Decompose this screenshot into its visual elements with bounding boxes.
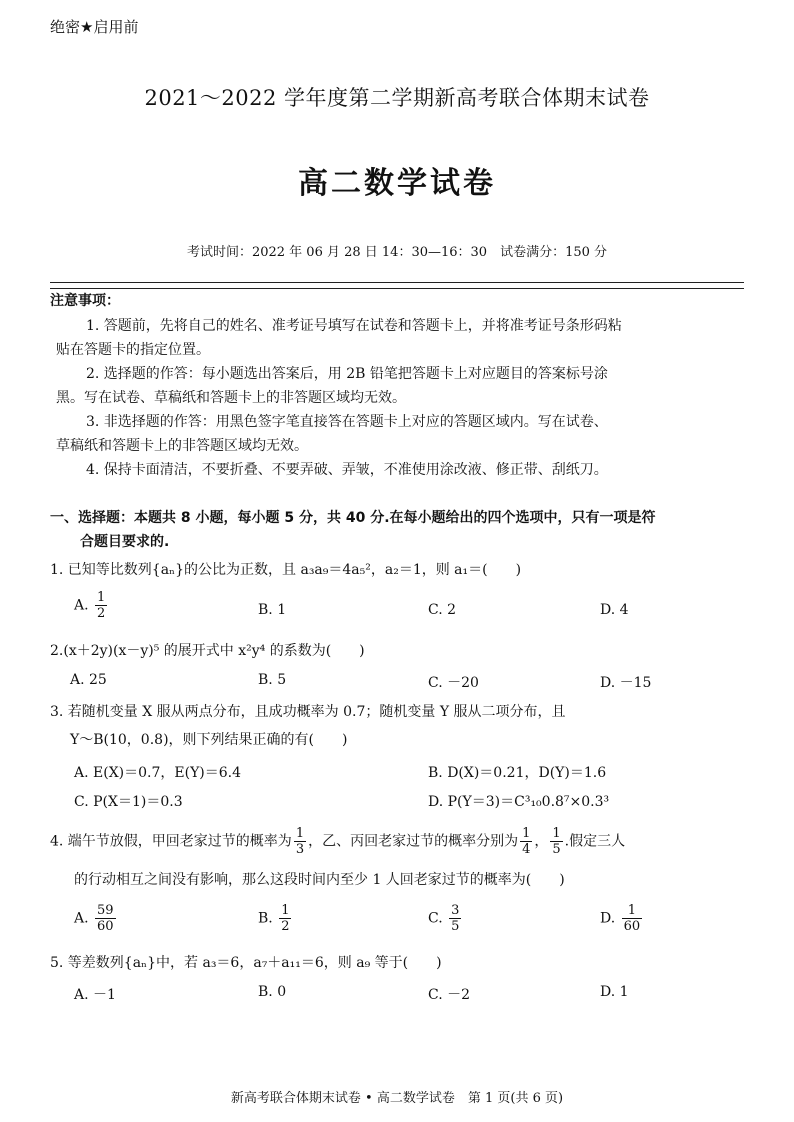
numerator: 1 — [552, 826, 561, 841]
denominator: 2 — [281, 919, 290, 934]
denominator: 60 — [97, 919, 114, 934]
q4-option-c — [428, 903, 463, 934]
notice-line: 黑。写在试卷、草稿纸和答题卡上的非答题区域均无效。 — [56, 390, 406, 406]
numerator: 1 — [295, 826, 305, 841]
q4-text: ，乙、丙回老家过节的概率分别为 — [308, 833, 519, 850]
notice-line: 3. 非选择题的作答：用黑色签字笔直接答在答题卡上对应的答题区域内。写在试卷、 — [86, 414, 608, 430]
denominator: 2 — [97, 606, 106, 621]
fraction — [95, 903, 116, 934]
q3-option-c: C. P(X＝1)＝0.3 — [74, 794, 183, 810]
q1-option-a — [74, 590, 109, 621]
q5-option-a: A. －1 — [74, 987, 116, 1003]
q1-option-b: B. 1 — [258, 602, 287, 618]
notice-line: 2. 选择题的作答：每小题选出答案后，用 2B 铅笔把答题卡上对应题目的答案标号涂 — [86, 366, 608, 382]
fraction — [520, 826, 532, 857]
numerator: 59 — [97, 903, 114, 918]
exam-info: 考试时间：2022 年 06 月 28 日 14：30—16：30 试卷满分：150 分 — [186, 245, 608, 260]
denominator: 5 — [451, 919, 460, 934]
subject-title: 高二数学试卷 — [298, 166, 496, 201]
section-heading: 一、选择题：本题共 8 小题，每小题 5 分，共 40 分.在每小题给出的四个选项中，只有一项是符 — [50, 510, 656, 526]
q4-option-a — [74, 903, 118, 934]
denominator: 5 — [552, 842, 561, 857]
numerator: 1 — [522, 826, 531, 841]
question-3: 3. 若随机变量 X 服从两点分布，且成功概率为 0.7；随机变量 Y 服从二项分布，且 — [50, 704, 566, 720]
notice-line: 4. 保持卡面清洁，不要折叠、不要弄破、弄皱，不准使用涂改液、修正带、刮纸刀。 — [86, 462, 608, 478]
q2-option-a: A. 25 — [70, 672, 107, 688]
numerator: 1 — [281, 903, 290, 918]
q2-option-b: B. 5 — [258, 672, 287, 688]
question-4 — [50, 826, 625, 857]
numerator: 1 — [97, 590, 106, 605]
fraction — [294, 826, 306, 857]
q5-option-c: C. －2 — [428, 987, 471, 1003]
q1-option-c: C. 2 — [428, 602, 457, 618]
q3-option-d: D. P(Y＝3)＝C³₁₀0.8⁷×0.3³ — [428, 794, 610, 810]
q2-option-d: D. －15 — [600, 675, 652, 691]
fraction — [449, 903, 461, 934]
header-divider — [50, 282, 744, 289]
numerator: 1 — [622, 903, 643, 919]
q2-option-c: C. －20 — [428, 675, 479, 691]
fraction — [279, 903, 291, 934]
option-label: A. — [74, 597, 89, 614]
question-3-cont: Y～B(10，0.8)，则下列结果正确的有( ) — [70, 732, 348, 748]
q1-option-d: D. 4 — [600, 602, 629, 618]
fraction — [95, 590, 107, 621]
notice-line: 贴在答题卡的指定位置。 — [56, 342, 210, 358]
page-footer: 新高考联合体期末试卷 • 高二数学试卷 第 1 页(共 6 页) — [230, 1091, 564, 1106]
q3-option-b: B. D(X)＝0.21，D(Y)＝1.6 — [428, 765, 607, 781]
confidential-label: 绝密★启用前 — [50, 18, 139, 36]
question-4-cont: 的行动相互之间没有影响，那么这段时间内至少 1 人回老家过节的概率为( ) — [74, 872, 565, 888]
option-label: B. — [258, 910, 273, 927]
exam-title: 2021～2022 学年度第二学期新高考联合体期末试卷 — [144, 86, 650, 110]
fraction — [550, 826, 562, 857]
option-label: C. — [428, 910, 443, 927]
q4-text: .假定三人 — [564, 833, 626, 850]
q4-option-d — [600, 903, 644, 934]
section-heading-cont: 合题目要求的. — [80, 534, 170, 550]
q4-text: 4. 端午节放假，甲回老家过节的概率为 — [50, 833, 292, 850]
numerator: 3 — [451, 903, 460, 918]
question-1: 1. 已知等比数列{aₙ}的公比为正数，且 a₃a₉＝4a₅²，a₂＝1，则 a₁＝( ) — [50, 562, 522, 578]
denominator: 4 — [522, 842, 531, 857]
question-5: 5. 等差数列{aₙ}中，若 a₃＝6，a₇＋a₁₁＝6，则 a₉ 等于( ) — [50, 955, 442, 971]
question-2: 2.(x＋2y)(x－y)⁵ 的展开式中 x²y⁴ 的系数为( ) — [50, 643, 365, 659]
q5-option-b: B. 0 — [258, 984, 287, 1000]
notice-line: 1. 答题前，先将自己的姓名、准考证号填写在试卷和答题卡上，并将准考证号条形码粘 — [86, 318, 622, 334]
option-label: A. — [74, 910, 89, 927]
denominator: 3 — [295, 842, 305, 857]
q4-option-b — [258, 903, 293, 934]
notice-title: 注意事项： — [50, 293, 120, 309]
fraction — [622, 903, 643, 934]
option-label: D. — [600, 910, 616, 927]
q3-option-a: A. E(X)＝0.7，E(Y)＝6.4 — [74, 765, 242, 781]
denominator: 60 — [623, 919, 641, 934]
separator: ， — [534, 833, 549, 850]
q5-option-d: D. 1 — [600, 984, 629, 1000]
notice-line: 草稿纸和答题卡上的非答题区域均无效。 — [56, 438, 308, 454]
